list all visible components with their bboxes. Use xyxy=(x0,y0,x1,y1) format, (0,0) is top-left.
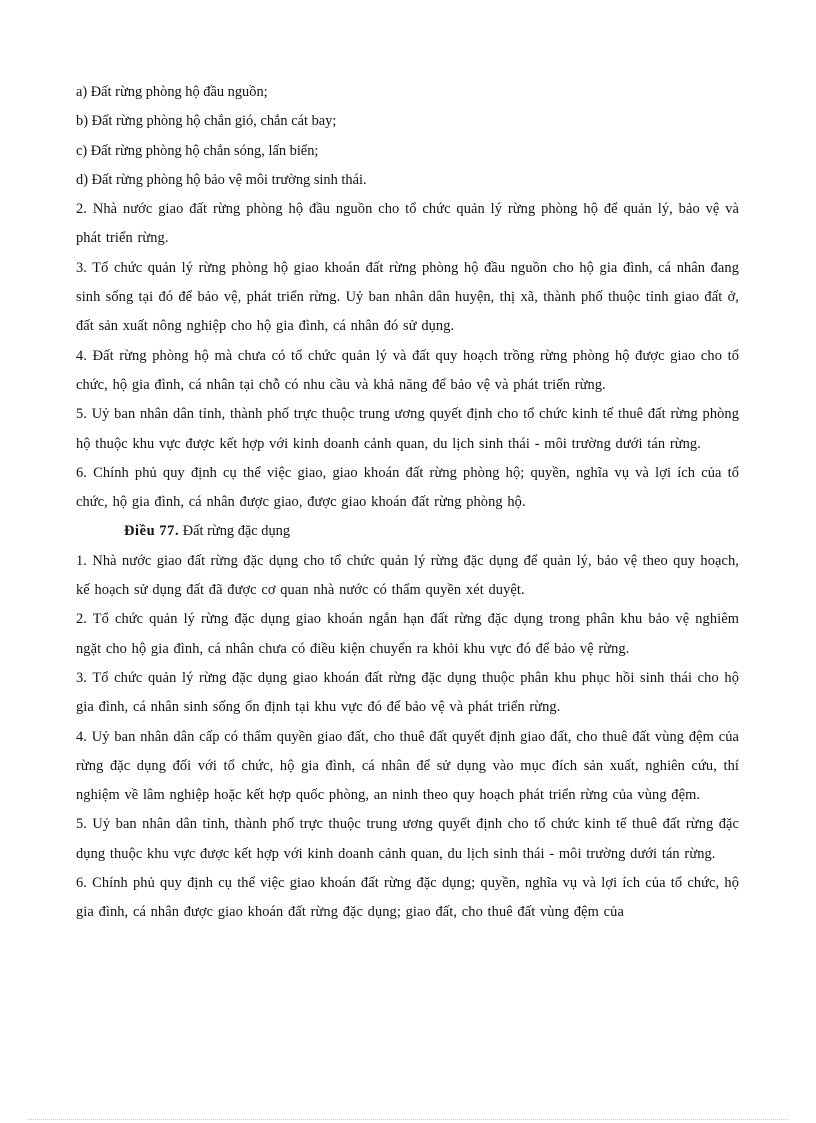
document-page xyxy=(76,78,739,928)
article76-clause-5: 5. Uỷ ban nhân dân tỉnh, thành phố trực thuộc trung ương quyết định cho tổ chức kinh tế thuê đất rừng phòng hộ thuộc khu vực được kết hợp với kinh doanh cảnh quan, du lịch sinh thái - môi trường dưới tán rừng. xyxy=(76,406,740,452)
article77-title: Đất rừng đặc dụng xyxy=(179,523,291,540)
article77-clause-1: 1. Nhà nước giao đất rừng đặc dụng cho tổ chức quản lý rừng đặc dụng để quản lý, bảo vệ theo quy hoạch, kế hoạch sử dụng đất đã được cơ quan nhà nước có thẩm quyền xét duyệt. xyxy=(76,552,739,599)
article76-clause-3: 3. Tổ chức quản lý rừng phòng hộ giao khoán đất rừng phòng hộ đầu nguồn cho hộ gia đình, cá nhân đang sinh sống tại đó để bảo vệ, phát triển rừng. Uỷ ban nhân dân huyện, thị xã, thành phố thuộc tỉnh giao đất ở, đất sản xuất nông nghiệp cho hộ gia đình, cá nhân đó sử dụng. xyxy=(76,259,739,335)
article76-clause-6: 6. Chính phủ quy định cụ thể việc giao, giao khoán đất rừng phòng hộ; quyền, nghĩa vụ và lợi ích của tổ chức, hộ gia đình, cá nhân được giao, được giao khoán đất rừng phòng hộ. xyxy=(76,464,739,511)
forest-type-item-b: b) Đất rừng phòng hộ chắn gió, chắn cát bay; xyxy=(76,113,337,130)
page-bottom-rule xyxy=(28,1119,788,1120)
article77-label: Điều 77. xyxy=(124,523,180,540)
forest-type-item-d: d) Đất rừng phòng hộ bảo vệ môi trường sinh thái. xyxy=(76,171,367,188)
article77-clause-6: 6. Chính phủ quy định cụ thể việc giao khoán đất rừng đặc dụng; quyền, nghĩa vụ và lợi ích của tổ chức, hộ gia đình, cá nhân được giao khoán đất rừng đặc dụng; giao đất, cho thuê đất vùng đệm của xyxy=(76,875,739,921)
article76-clause-2: 2. Nhà nước giao đất rừng phòng hộ đầu nguồn cho tổ chức quản lý rừng phòng hộ để quản lý, bảo vệ và phát triển rừng. xyxy=(76,201,739,247)
forest-type-item-a: a) Đất rừng phòng hộ đầu nguồn; xyxy=(76,84,268,100)
forest-type-item-c: c) Đất rừng phòng hộ chắn sóng, lấn biển; xyxy=(76,142,319,159)
article77-heading xyxy=(76,517,739,546)
article77-clause-5: 5. Uỷ ban nhân dân tỉnh, thành phố trực thuộc trung ương quyết định cho tổ chức kinh tế thuê đất rừng đặc dụng thuộc khu vực được kết hợp với kinh doanh cảnh quan, du lịch sinh thái - môi trường dưới tán rừng. xyxy=(76,816,739,862)
article77-clause-3: 3. Tổ chức quản lý rừng đặc dụng giao khoán đất rừng đặc dụng thuộc phân khu phục hồi sinh thái cho hộ gia đình, cá nhân sinh sống ổn định tại khu vực đó để bảo vệ và phát triển rừng. xyxy=(76,669,739,716)
article76-clause-4: 4. Đất rừng phòng hộ mà chưa có tổ chức quản lý và đất quy hoạch trồng rừng phòng hộ được giao cho tổ chức, hộ gia đình, cá nhân tại chỗ có nhu cầu và khả năng để bảo vệ và phát triển rừng. xyxy=(76,347,739,393)
article77-clause-4: 4. Uỷ ban nhân dân cấp có thẩm quyền giao đất, cho thuê đất quyết định giao đất, cho thuê đất vùng đệm của rừng đặc dụng đối với tổ chức, hộ gia đình, cá nhân để sử dụng vào mục đích sản xuất, nghiên cứu, thí nghiệm về lâm nghiệp hoặc kết hợp quốc phòng, an ninh theo quy hoạch phát triển rừng của vùng đệm. xyxy=(76,728,739,804)
article77-clause-2: 2. Tổ chức quản lý rừng đặc dụng giao khoán ngắn hạn đất rừng đặc dụng trong phân khu bảo vệ nghiêm ngặt cho hộ gia đình, cá nhân chưa có điều kiện chuyển ra khỏi khu vực đó để bảo vệ rừng. xyxy=(76,611,739,657)
